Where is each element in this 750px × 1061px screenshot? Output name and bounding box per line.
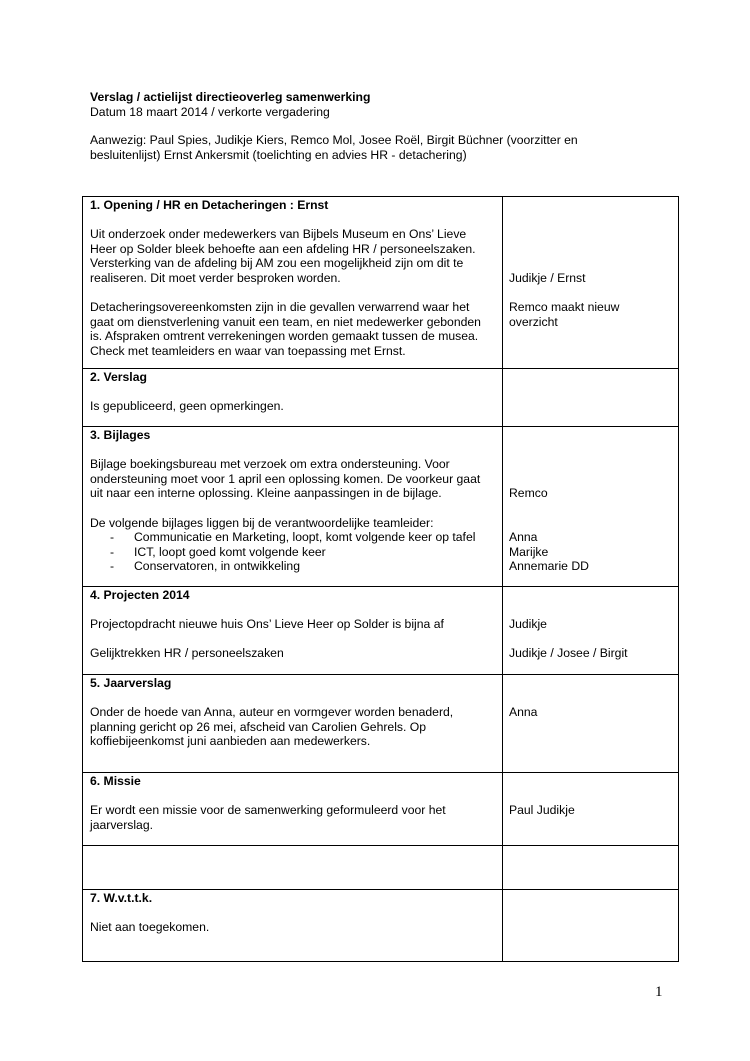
section-4-content: 4. Projecten 2014 Projectopdracht nieuwe huis Ons’ Lieve Heer op Solder is bijna af Gelijktrekken HR / personeelszaken xyxy=(83,587,503,675)
action-owner: Judikje / Josee / Birgit xyxy=(509,646,628,661)
attendees-line-1: Aanwezig: Paul Spies, Judikje Kiers, Remco Mol, Josee Roël, Birgit Büchner (voorzitter en xyxy=(90,133,578,148)
list-item: - ICT, loopt goed komt volgende keer xyxy=(110,544,326,559)
attendees-line-2: besluitenlijst) Ernst Ankersmit (toelichting en advies HR - detachering) xyxy=(90,147,467,162)
meeting-date: Datum 18 maart 2014 / verkorte vergadering xyxy=(90,104,330,119)
empty-content xyxy=(83,846,503,890)
action-owner: Anna xyxy=(509,705,538,720)
action-owner: Remco maakt nieuw xyxy=(509,300,620,315)
section-2-actions xyxy=(503,369,679,427)
section-1-content: 1. Opening / HR en Detacheringen : Ernst Uit onderzoek onder medewerkers van Bijbels Museum en Ons’ Lieve Heer op Solder bleek behoefte aan een afdeling HR / personeelszaken. Versterking van de afdeling bij AM zou een mogelijkheid zijn om dit te realiseren. Dit moet verder besproken worden. Detacheringsovereenkomsten zijn in die gevallen verwarrend waar het gaat om dienstverlening vanuit een team, en niet medewerker gebonden is. Afspraken omtrent verrekeningen worden gemaakt tussen de musea. Check met teamleiders en waar van toepassing met Ernst. xyxy=(83,197,503,369)
table-row xyxy=(83,890,679,962)
document-title: Verslag / actielijst directieoverleg samenwerking xyxy=(90,90,371,104)
section-heading: 3. Bijlages xyxy=(90,428,151,442)
section-6-actions xyxy=(503,773,679,846)
action-owner: Remco xyxy=(509,486,548,501)
table-row xyxy=(83,369,679,427)
table-row xyxy=(83,427,679,587)
section-6-content: 6. Missie Er wordt een missie voor de samenwerking geformuleerd voor het jaarverslag. xyxy=(83,773,503,846)
list-item: - Communicatie en Marketing, loopt, komt volgende keer op tafel xyxy=(110,530,476,545)
action-owner: Annemarie DD xyxy=(509,559,589,574)
action-list-table xyxy=(82,196,679,962)
section-2-content: 2. Verslag Is gepubliceerd, geen opmerkingen. xyxy=(83,369,503,427)
section-1-actions: Judikje / Ernst Remco maakt nieuw overzicht xyxy=(503,197,679,369)
page-number: 1 xyxy=(655,984,663,1000)
action-owner: Marijke xyxy=(509,544,549,559)
section-heading: 7. W.v.t.t.k. xyxy=(90,891,153,905)
section-4-actions xyxy=(503,587,679,675)
section-heading: 5. Jaarverslag xyxy=(90,676,172,690)
section-5-actions xyxy=(503,675,679,773)
section-heading: 6. Missie xyxy=(90,774,141,788)
section-5-content: 5. Jaarverslag Onder de hoede van Anna, auteur en vormgever worden benaderd, planning gericht op 26 mei, afscheid van Carolien Gehrels. Op koffiebijeenkomst juni aanbieden aan medewerkers. xyxy=(83,675,503,773)
section-7-actions xyxy=(503,890,679,962)
action-owner: Judikje xyxy=(509,617,547,632)
action-owner: Judikje / Ernst xyxy=(509,270,586,285)
action-owner: Anna xyxy=(509,530,538,545)
empty-actions xyxy=(503,846,679,890)
table-row xyxy=(83,846,679,890)
section-heading: 1. Opening / HR en Detacheringen : Ernst xyxy=(90,198,329,212)
table-row xyxy=(83,587,679,675)
table-row xyxy=(83,675,679,773)
section-3-content: 3. Bijlages Bijlage boekingsbureau met verzoek om extra ondersteuning. Voor ondersteuning moet voor 1 april een oplossing komen. De voorkeur gaat uit naar een interne oplossing. Kleine aanpassingen in de bijlage. De volgende bijlages liggen bij de verantwoordelijke teamleider: - Communicatie en Marketing, loopt, komt volgende keer op tafel - ICT, loopt goed komt volgende keer - Conservatoren, in ontwikkeling xyxy=(83,427,503,587)
section-3-actions xyxy=(503,427,679,587)
table-row xyxy=(83,773,679,846)
section-7-content: 7. W.v.t.t.k. Niet aan toegekomen. xyxy=(83,890,503,962)
table-row xyxy=(83,197,679,369)
section-heading: 2. Verslag xyxy=(90,370,147,384)
action-owner: Paul Judikje xyxy=(509,803,575,818)
list-item: - Conservatoren, in ontwikkeling xyxy=(110,559,300,574)
document-header xyxy=(90,90,690,162)
section-heading: 4. Projecten 2014 xyxy=(90,588,190,602)
